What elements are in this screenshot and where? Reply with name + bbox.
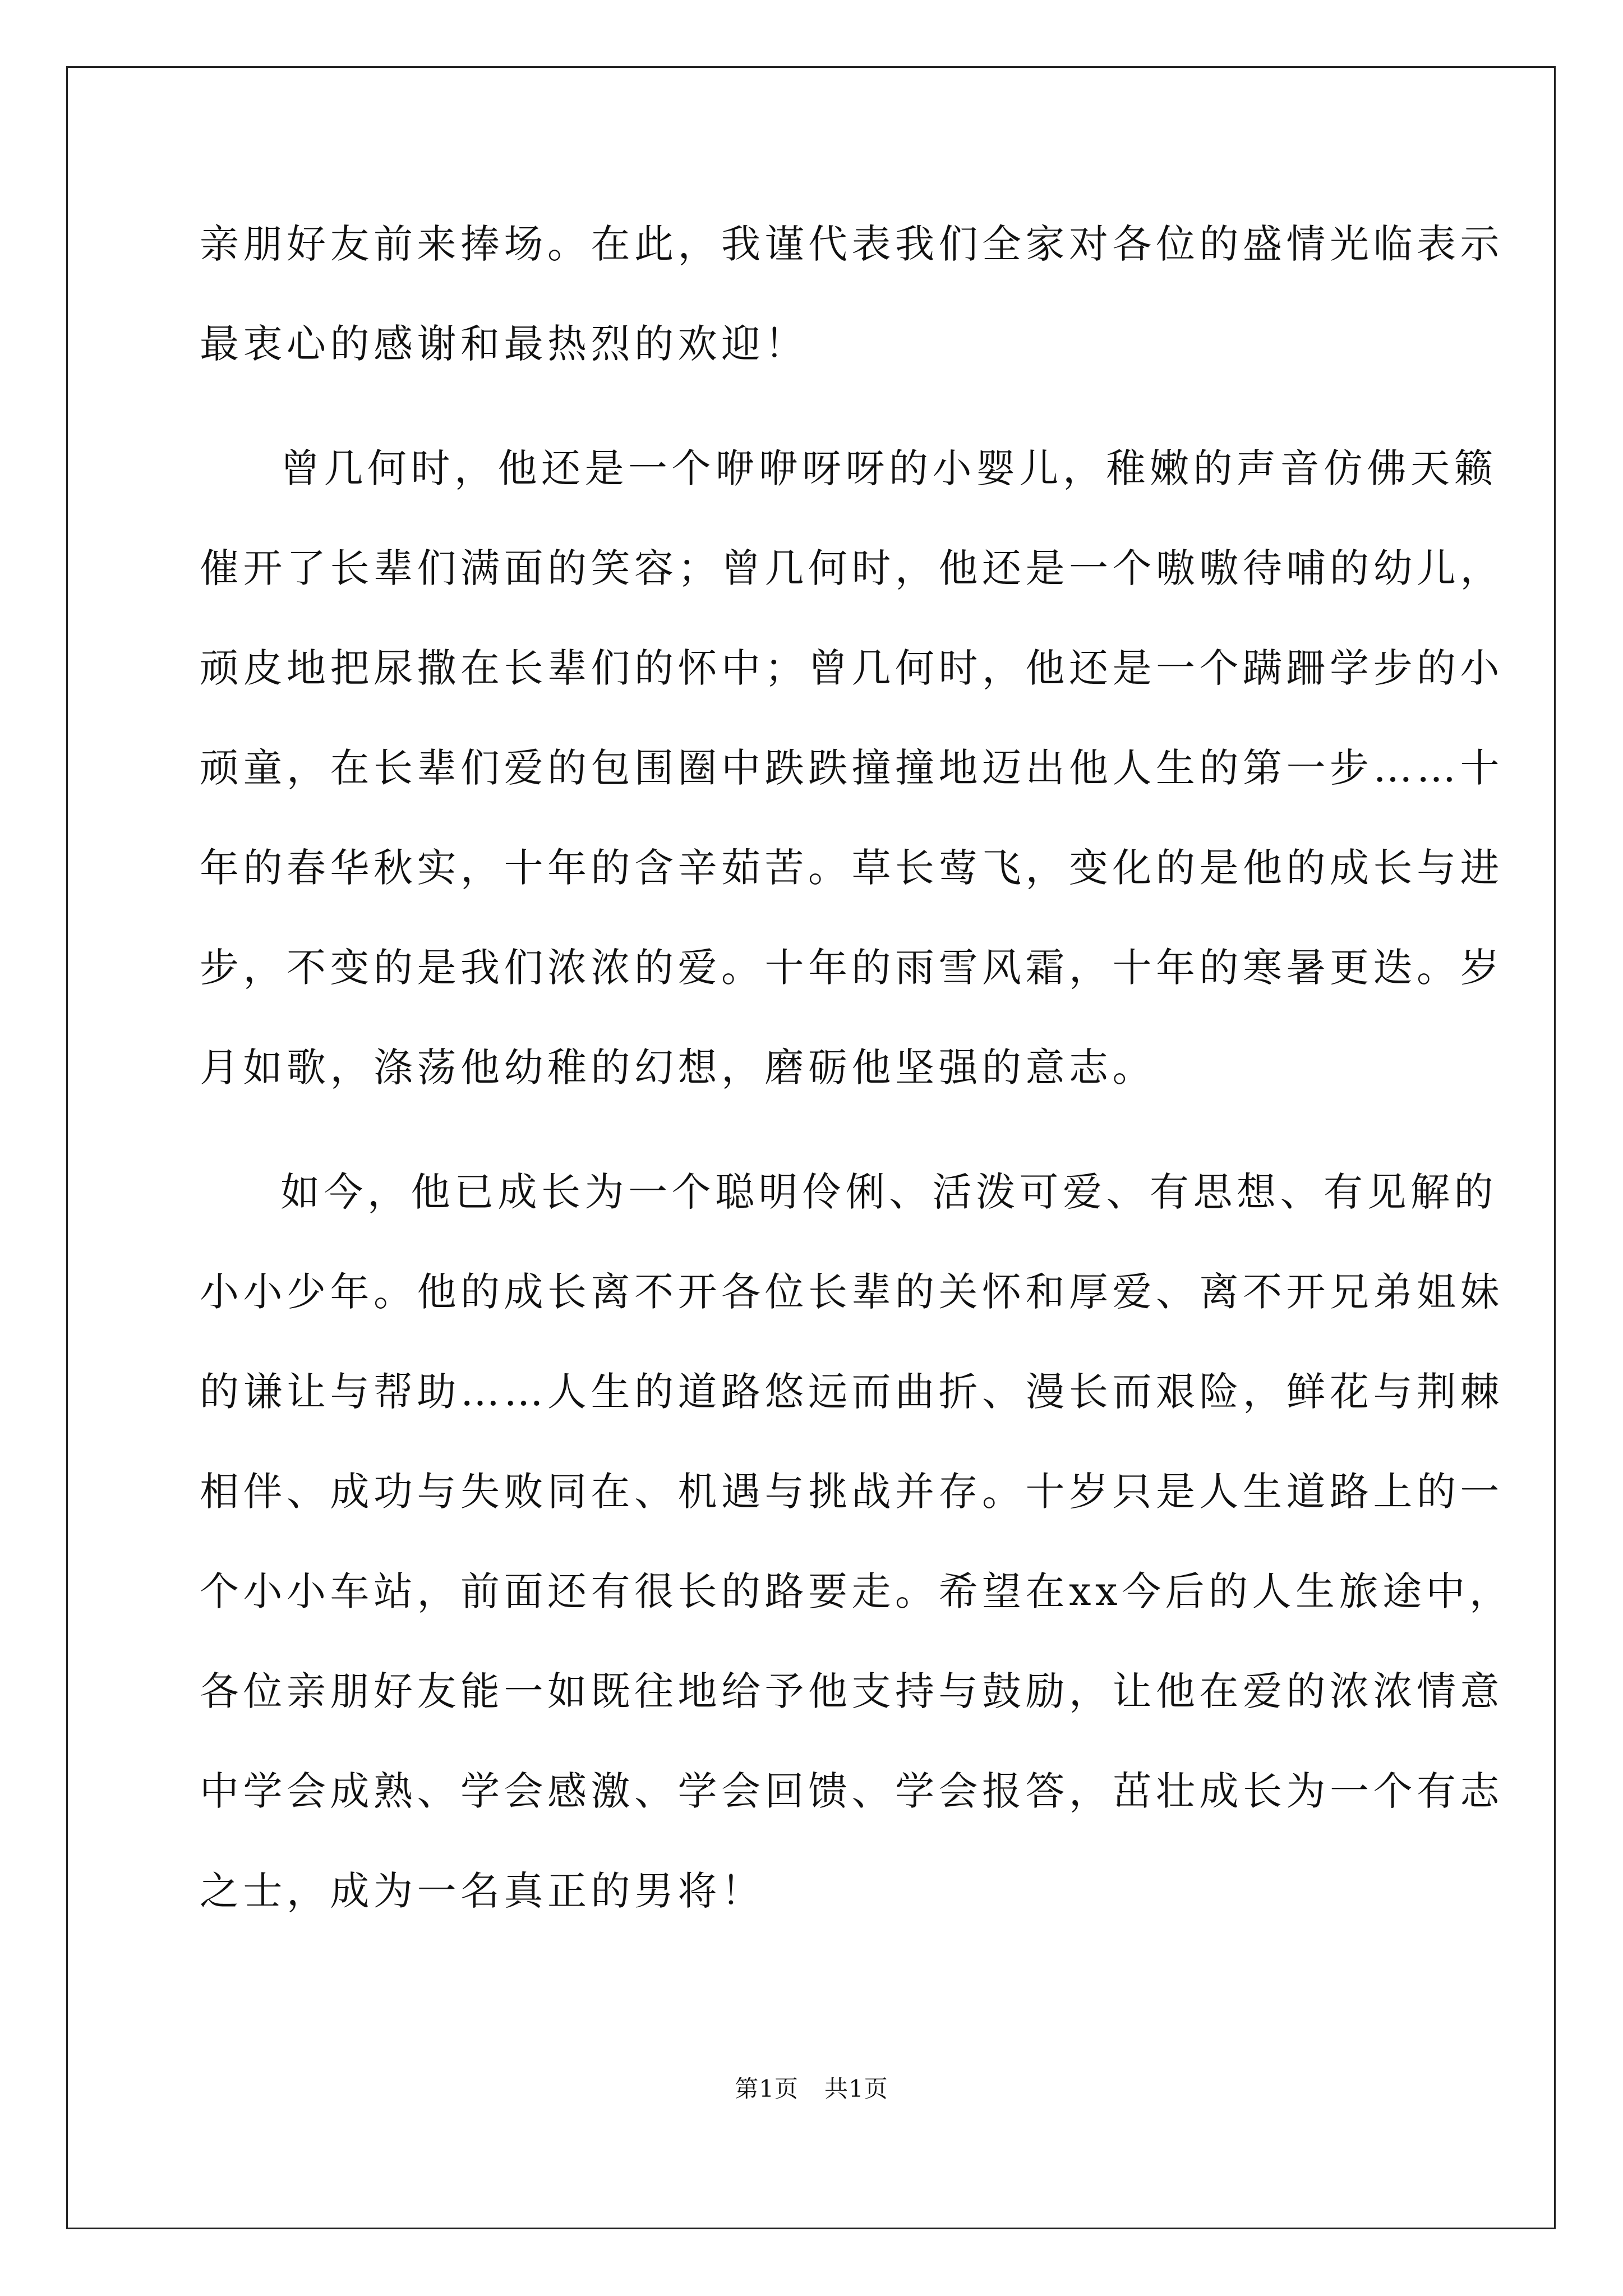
paragraph-3-line-8: 之士，成为一名真正的男将！ <box>200 1868 765 1914</box>
paragraph-1-line-2: 最衷心的感谢和最热烈的欢迎！ <box>200 321 808 367</box>
page-number-current: 第1页 <box>735 2075 799 2102</box>
paragraph-2-line-1: 曾几何时，他还是一个咿咿呀呀的小婴儿，稚嫩的声音仿佛天籁 <box>280 445 1497 491</box>
paragraph-2-line-2: 催开了长辈们满面的笑容；曾几何时，他还是一个嗷嗷待哺的幼儿， <box>200 545 1504 591</box>
paragraph-2-line-7: 月如歌，涤荡他幼稚的幻想，磨砺他坚强的意志。 <box>200 1045 1156 1091</box>
paragraph-2-line-3: 顽皮地把尿撒在长辈们的怀中；曾几何时，他还是一个蹒跚学步的小 <box>200 645 1504 691</box>
paragraph-3-line-5: 个小小车站，前面还有很长的路要走。希望在xx今后的人生旅途中， <box>200 1568 1513 1614</box>
page-footer <box>0 2073 1623 2105</box>
paragraph-3-line-7: 中学会成熟、学会感激、学会回馈、学会报答，茁壮成长为一个有志 <box>200 1768 1504 1814</box>
paragraph-3-line-6: 各位亲朋好友能一如既往地给予他支持与鼓励，让他在爱的浓浓情意 <box>200 1668 1504 1714</box>
paragraph-1-line-1: 亲朋好友前来捧场。在此，我谨代表我们全家对各位的盛情光临表示 <box>200 221 1504 267</box>
paragraph-3-line-2: 小小少年。他的成长离不开各位长辈的关怀和厚爱、离不开兄弟姐妹 <box>200 1269 1504 1315</box>
page-number-total: 共1页 <box>824 2075 888 2102</box>
paragraph-3-line-3: 的谦让与帮助……人生的道路悠远而曲折、漫长而艰险，鲜花与荆棘 <box>200 1369 1504 1415</box>
paragraph-2-line-6: 步，不变的是我们浓浓的爱。十年的雨雪风霜，十年的寒暑更迭。岁 <box>200 945 1504 991</box>
paragraph-2-line-5: 年的春华秋实，十年的含辛茹苦。草长莺飞，变化的是他的成长与进 <box>200 845 1504 891</box>
paragraph-3-line-4: 相伴、成功与失败同在、机遇与挑战并存。十岁只是人生道路上的一 <box>200 1469 1504 1515</box>
paragraph-3-line-1: 如今，他已成长为一个聪明伶俐、活泼可爱、有思想、有见解的 <box>280 1169 1497 1215</box>
paragraph-2-line-4: 顽童，在长辈们爱的包围圈中跌跌撞撞地迈出他人生的第一步……十 <box>200 745 1504 791</box>
